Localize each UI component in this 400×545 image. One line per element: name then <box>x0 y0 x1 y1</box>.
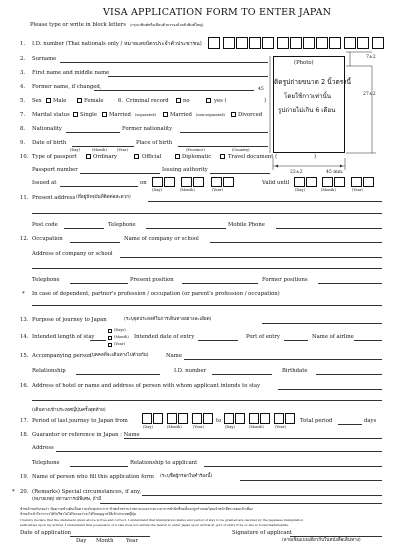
hotel-address-field-2[interactable] <box>32 400 382 401</box>
last-journey-thai: (เดินทางเข้าประเทศญี่ปุ่นครั้งสุดท้าย) <box>32 408 106 413</box>
company-name-field[interactable] <box>210 242 382 243</box>
company-address-field[interactable] <box>120 257 382 258</box>
sex-male-checkbox[interactable] <box>46 98 51 103</box>
to-date-box[interactable] <box>249 413 259 424</box>
dob-label: Date of birth <box>32 140 67 146</box>
item-number: 16. <box>20 383 29 389</box>
marital-divorced-checkbox[interactable] <box>231 112 236 117</box>
photo-instruction-1: ติดรูปถ่ายขนาด 2 นิ้วตรงนี้ <box>274 78 351 86</box>
ordinary-label: Ordinary <box>93 154 118 160</box>
married-label: Married <box>109 112 131 118</box>
official-label: Official <box>142 154 162 160</box>
item-number: 11. <box>20 195 29 201</box>
present-address-thai: (ที่อยู่ปัจจุบันที่ติดต่อสะดวก) <box>76 195 131 200</box>
to-label: to <box>216 418 222 424</box>
issued-date-box[interactable] <box>211 177 222 187</box>
former-positions-field[interactable] <box>318 283 382 284</box>
day-caption: (Day) <box>295 188 305 192</box>
photo-dim-top: 7±2 <box>366 55 376 60</box>
dob-field[interactable] <box>72 146 134 147</box>
total-period-label: Total period <box>300 418 333 424</box>
present-address-field[interactable] <box>148 201 382 202</box>
year-caption: (Year) <box>193 425 204 429</box>
post-code-field[interactable] <box>64 228 104 229</box>
hotel-address-field[interactable] <box>278 389 382 390</box>
id-digit-box[interactable] <box>262 37 274 49</box>
valid-date-box[interactable] <box>363 177 374 187</box>
day-caption: (Day) <box>152 188 162 192</box>
entry-date-field[interactable] <box>198 340 238 341</box>
issued-date-box[interactable] <box>223 177 234 187</box>
filled-by-label: Name of person who fill this application form <box>32 474 154 480</box>
accompanying-name-field[interactable] <box>184 359 382 360</box>
yes-label: yes ( <box>214 98 227 104</box>
single-label: Single <box>80 112 97 118</box>
asterisk: * <box>12 489 15 495</box>
id-number-label: I.D. number <box>174 368 207 374</box>
non-separated-label: (non-separated) <box>196 113 225 117</box>
birthdate-field[interactable] <box>316 374 382 375</box>
accompanying-thai: (บุคคลที่จะเดินทางไปด้วยกัน) <box>90 353 149 358</box>
diplomatic-label: Diplomatic <box>182 154 212 160</box>
paren-close: ) <box>314 154 317 160</box>
id-digit-box[interactable] <box>290 37 302 49</box>
nationality-field[interactable] <box>66 132 120 133</box>
guarantor-address-field[interactable] <box>56 451 382 452</box>
month-caption: (Month) <box>321 188 336 192</box>
criminal-yes-checkbox[interactable] <box>206 98 211 103</box>
item-number: 20. <box>20 489 29 495</box>
passport-type-label: Type of passport <box>32 154 77 160</box>
paren-close: ) <box>264 98 267 104</box>
photo-instruction-2: โดยใช้กาวเท่านั้น <box>284 93 332 100</box>
place-of-birth-label: Place of birth <box>136 140 173 146</box>
day-caption: (Day) <box>143 425 153 429</box>
id-digit-box[interactable] <box>344 37 356 49</box>
former-name-field[interactable] <box>94 90 254 91</box>
passport-number-label: Passport number <box>32 167 78 173</box>
item-number: 5. <box>20 98 26 104</box>
month-caption: (Month) <box>180 188 195 192</box>
no-label: no <box>183 98 190 104</box>
former-nationality-field[interactable] <box>180 132 268 133</box>
remarks-field[interactable] <box>142 495 382 496</box>
to-date-box[interactable] <box>235 413 245 424</box>
item-number: 18. <box>20 432 29 438</box>
dependent-occupation-label: In case of dependent, partner's profession / occupation (or parent's profession / occupation) <box>32 291 280 297</box>
photo-label: (Photo) <box>294 60 314 66</box>
id-number-label: I.D. number (Thai nationals only / หมายเลขบัตรประจำตัวประชาชน) <box>32 41 202 47</box>
mobile-phone-label: Mobile Phone <box>228 222 265 228</box>
photo-dim-height: 45 mm. <box>326 170 344 175</box>
valid-date-box[interactable] <box>294 177 305 187</box>
date-of-application-field[interactable] <box>70 536 150 537</box>
month-caption: (Month) <box>92 148 107 152</box>
day-caption: (Day) <box>225 425 235 429</box>
from-date-box[interactable] <box>203 413 213 424</box>
telephone-label: Telephone <box>108 222 136 228</box>
declaration-en-1: I hereby declare that the statement given above is true and correct. I understand that immigration status and period of stay to be granted are decided by the Japanese immigration <box>20 518 304 522</box>
first-name-label: First name and middle name <box>32 70 110 76</box>
former-positions-label: Former positions <box>262 277 308 283</box>
valid-until-label: Valid until <box>262 180 290 186</box>
from-date-box[interactable] <box>142 413 152 424</box>
telephone-label: Telephone <box>32 277 60 283</box>
id-digit-box[interactable] <box>277 37 289 49</box>
marital-single-checkbox[interactable] <box>73 112 78 117</box>
date-of-application-label: Date of application <box>20 530 72 536</box>
issued-at-field[interactable] <box>60 186 138 187</box>
year-caption: (Year) <box>352 188 363 192</box>
signature-thai: (ลายเซ็นแบบเดียวกับในหนังสือเดินทาง) <box>282 538 361 543</box>
mobile-phone-field[interactable] <box>276 228 382 229</box>
photo-dim-width: 22±2 <box>290 170 303 175</box>
remarks-field-2[interactable] <box>100 503 382 504</box>
day-caption: (Day) <box>70 148 80 152</box>
company-address-field-2[interactable] <box>32 268 382 269</box>
declaration-thai-1: ข้าพเจ้าขอรับรองว่า ข้อความข้างต้นเป็นความจริงทุกประการ ข้าพเจ้าทราบว่าสถานะและระยะเวลาการพำนักที่ขอนั้นจะถูกกำหนดโดยเจ้าหน้าที่ตรวจคนเข้าเมือง <box>20 507 253 511</box>
criminal-record-label: Criminal record <box>126 98 169 104</box>
passport-diplomatic-checkbox[interactable] <box>175 154 180 159</box>
days-label: days <box>364 418 377 424</box>
issued-date-box[interactable] <box>181 177 192 187</box>
present-address-field-2[interactable] <box>32 213 382 214</box>
marital-status-label: Marital status <box>32 112 70 118</box>
item-number: 9. <box>20 140 26 146</box>
issued-date-box[interactable] <box>152 177 163 187</box>
province-caption: (Province) <box>186 148 205 152</box>
divorced-label: Divorced <box>238 112 263 118</box>
purpose-label: Purpose of journey to Japan <box>32 317 107 323</box>
male-label: Male <box>53 98 67 104</box>
relationship-to-applicant-field[interactable] <box>204 466 382 467</box>
company-address-label: Address of company or school <box>32 251 113 257</box>
valid-date-box[interactable] <box>322 177 333 187</box>
id-digit-box[interactable] <box>223 37 235 49</box>
present-position-field[interactable] <box>182 283 258 284</box>
to-date-box[interactable] <box>285 413 295 424</box>
item-number: 12. <box>20 236 29 242</box>
item-number: 1. <box>20 41 26 47</box>
accompanying-id-field[interactable] <box>212 374 272 375</box>
present-address-label: Present address <box>32 195 76 201</box>
relationship-label: Relationship <box>32 368 66 374</box>
on-label: on <box>140 180 147 186</box>
signature-field[interactable] <box>290 536 382 537</box>
telephone-field[interactable] <box>146 228 226 229</box>
accompanying-label: Accompanying person <box>32 353 92 359</box>
passport-official-checkbox[interactable] <box>134 154 139 159</box>
day-caption: Day <box>76 538 87 544</box>
years-caption: (Year) <box>114 342 125 346</box>
form-title: VISA APPLICATION FORM TO ENTER JAPAN <box>103 7 332 18</box>
instruction-text: Please type or write in block letters <box>30 22 126 28</box>
item-number: 7. <box>20 112 26 118</box>
from-date-box[interactable] <box>178 413 188 424</box>
to-date-box[interactable] <box>260 413 270 424</box>
purpose-thai: (ระบุจุดประสงค์ในการเดินทางอย่างละเอียด) <box>124 317 212 322</box>
item-number: 13. <box>20 317 29 323</box>
item-number: 3. <box>20 70 26 76</box>
filled-by-field[interactable] <box>240 480 382 481</box>
name-label: Name <box>166 353 182 359</box>
months-caption: (Month) <box>114 335 129 339</box>
item-number: 10. <box>20 154 29 160</box>
photo-box <box>273 56 345 153</box>
occupation-field[interactable] <box>70 242 120 243</box>
declaration-en-2: authorities upon my arrival. I understand that possession of a visa does not entitle the bearer to enter Japan upon arrival at port of entry if he or she is found inadmissible. <box>20 523 290 527</box>
former-nationality-label: Former nationality <box>122 126 173 132</box>
from-date-box[interactable] <box>153 413 163 424</box>
month-caption: (Month) <box>249 425 264 429</box>
valid-date-box[interactable] <box>306 177 317 187</box>
separated-label: (separated) <box>135 113 156 117</box>
occupation-label: Occupation <box>32 236 63 242</box>
issuing-authority-label: Issuing authority <box>162 167 208 173</box>
remarks-label: (Remarks) Special circumstances, if any. <box>32 489 142 495</box>
nationality-label: Nationality <box>32 126 62 132</box>
birthdate-label: Birthdate <box>282 368 308 374</box>
relationship-field[interactable] <box>76 374 160 375</box>
entry-date-label: Intended date of entry <box>134 334 195 340</box>
female-label: Female <box>84 98 104 104</box>
instruction-thai: (กรุณาพิมพ์หรือเขียนตัวบรรจงด้วยตัวพิมพ์ใหญ่) <box>130 23 204 27</box>
photo-instruction-3: รูปถ่ายไม่เกิน 6 เดือน <box>278 107 336 114</box>
id-digit-box[interactable] <box>236 37 248 49</box>
stay-years-checkbox[interactable] <box>108 343 112 347</box>
relationship-to-applicant-label: Relationship to applicant <box>130 460 198 466</box>
passport-travel-doc-checkbox[interactable] <box>220 154 225 159</box>
id-digit-box[interactable] <box>372 37 384 49</box>
stay-months-checkbox[interactable] <box>108 336 112 340</box>
port-of-entry-label: Port of entry <box>246 334 280 340</box>
item-number: 19. <box>20 474 29 480</box>
passport-number-field[interactable] <box>80 173 160 174</box>
issuing-authority-field[interactable] <box>210 173 270 174</box>
year-caption: (Year) <box>212 188 223 192</box>
item-number: 8. <box>20 126 26 132</box>
surname-label: Surname <box>32 56 57 62</box>
item-number: 6. <box>118 98 124 104</box>
id-digit-box[interactable] <box>303 37 315 49</box>
telephone-label: Telephone <box>32 460 60 466</box>
stay-days-checkbox[interactable] <box>108 329 112 333</box>
present-position-label: Present position <box>130 277 174 283</box>
length-of-stay-label: Intended length of stay <box>32 334 95 340</box>
company-name-label: Name of company or school <box>124 236 199 242</box>
travel-document-label: Travel document ( <box>228 154 278 160</box>
last-journey-label: Period of last journey to Japan from <box>32 418 128 424</box>
total-period-field[interactable] <box>338 424 362 425</box>
place-of-birth-field[interactable] <box>178 146 268 147</box>
id-digit-box[interactable] <box>329 37 341 49</box>
year-caption: (Year) <box>117 148 128 152</box>
item-number: 2. <box>20 56 26 62</box>
asterisk: * <box>22 291 25 297</box>
issued-date-box[interactable] <box>193 177 204 187</box>
month-caption: Month <box>96 538 114 544</box>
marital-married-separated-checkbox[interactable] <box>102 112 107 117</box>
declaration-thai-2: ข้าพเจ้าเข้าใจว่าการได้รับวีซ่าไม่ได้รับรองว่าจะได้รับอนุญาตให้เข้าประเทศญี่ปุ่น <box>20 512 137 516</box>
to-date-box[interactable] <box>274 413 284 424</box>
id-digit-box[interactable] <box>249 37 261 49</box>
from-date-box[interactable] <box>167 413 177 424</box>
days-caption: (Days) <box>114 328 126 332</box>
month-caption: (Month) <box>167 425 182 429</box>
married-label: Married <box>170 112 192 118</box>
airline-label: Name of airline <box>312 334 354 340</box>
valid-date-box[interactable] <box>351 177 362 187</box>
photo-dim-side: 45 <box>258 87 264 92</box>
from-date-box[interactable] <box>192 413 202 424</box>
criminal-no-checkbox[interactable] <box>176 98 181 103</box>
former-name-label: Former name, if changed, <box>32 84 102 90</box>
company-telephone-field[interactable] <box>70 283 128 284</box>
post-code-label: Post code <box>32 222 58 228</box>
year-caption: Year <box>126 538 138 544</box>
country-caption: (Country) <box>232 148 250 152</box>
year-caption: (Year) <box>275 425 286 429</box>
hotel-address-label: Address of hotel or name and address of person with whom applicant intends to stay <box>32 383 261 389</box>
sex-label: Sex <box>32 98 42 104</box>
guarantor-telephone-field[interactable] <box>70 466 128 467</box>
length-of-stay-field[interactable] <box>90 340 106 341</box>
filled-by-thai: (ระบุชื่อผู้กรอกใบคำร้องนี้) <box>160 474 213 479</box>
to-date-box[interactable] <box>224 413 234 424</box>
signature-label: Signature of applicant <box>232 530 292 536</box>
id-digit-box[interactable] <box>208 37 220 49</box>
photo-dim-mid: 27±2 <box>363 92 376 97</box>
first-name-field[interactable] <box>108 76 268 77</box>
surname-field[interactable] <box>60 62 268 63</box>
marital-married-nonseparated-checkbox[interactable] <box>163 112 168 117</box>
address-label: Address <box>32 445 54 451</box>
item-number: 17. <box>20 418 29 424</box>
issued-at-label: Issued at <box>32 180 57 186</box>
valid-date-box[interactable] <box>334 177 345 187</box>
guarantor-name-field[interactable] <box>124 438 382 439</box>
id-digit-box[interactable] <box>357 37 369 49</box>
airline-field[interactable] <box>354 340 382 341</box>
passport-ordinary-checkbox[interactable] <box>86 154 91 159</box>
id-digit-box[interactable] <box>316 37 328 49</box>
port-of-entry-field[interactable] <box>284 340 308 341</box>
issued-date-box[interactable] <box>164 177 175 187</box>
item-number: 14. <box>20 334 29 340</box>
remarks-thai: (หมายเหตุ) สถานการณ์พิเศษ, ถ้ามี <box>32 497 102 502</box>
item-number: 15. <box>20 353 29 359</box>
purpose-field[interactable] <box>262 323 382 324</box>
item-number: 4. <box>20 84 26 90</box>
sex-female-checkbox[interactable] <box>77 98 82 103</box>
dependent-occupation-field[interactable] <box>32 305 382 306</box>
guarantor-name-label: Guarantor or reference in Japan : Name <box>32 432 140 438</box>
